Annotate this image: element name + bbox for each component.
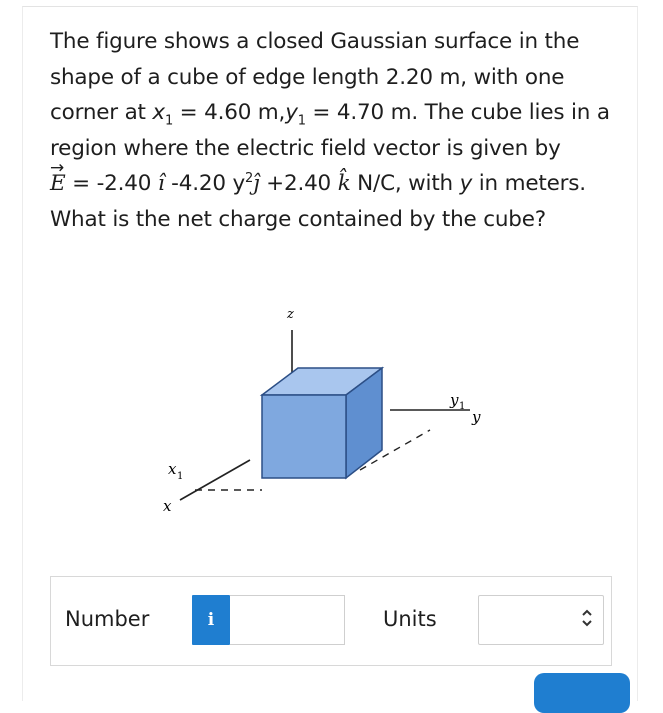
x1-label: x (168, 460, 177, 478)
y1-sub: 1 (459, 401, 466, 412)
x-axis (180, 460, 250, 500)
x-label: x (163, 497, 172, 515)
x1-variable: x (152, 100, 165, 125)
j-hat: ĵ (253, 171, 260, 196)
z-label: z (287, 307, 294, 322)
i-hat: î (157, 171, 165, 196)
y1-variable: y (285, 100, 298, 125)
y-label: y (472, 408, 481, 426)
submit-button[interactable] (534, 673, 630, 713)
question-text: The figure shows a closed Gaussian surface in the shape of a cube of edge length 2.20 m, with one corner at $x_1 = 4.60$ $m,y_1 = 4.70$ m. The cube lies in a region where the electric field vector is given by → E = -2.40 î -4.20 $y^2ĵ +2.40$ k̂ N/C, with y in meters. What is the net charge contained by the cube? (50, 24, 618, 237)
units-label: Units (383, 607, 437, 631)
chevron-updown-icon (581, 608, 593, 633)
cube-figure (150, 300, 510, 530)
info-icon[interactable]: i (192, 595, 230, 645)
x1-sub: 1 (177, 471, 184, 482)
number-input[interactable] (230, 595, 345, 645)
k-hat: k̂ (337, 171, 351, 196)
units-select[interactable] (478, 595, 604, 645)
y1-label: y (450, 391, 459, 409)
answer-row (50, 576, 612, 666)
number-label: Number (65, 607, 150, 631)
cube-front (262, 395, 346, 478)
e-field-vector-symbol: → E (50, 166, 66, 202)
